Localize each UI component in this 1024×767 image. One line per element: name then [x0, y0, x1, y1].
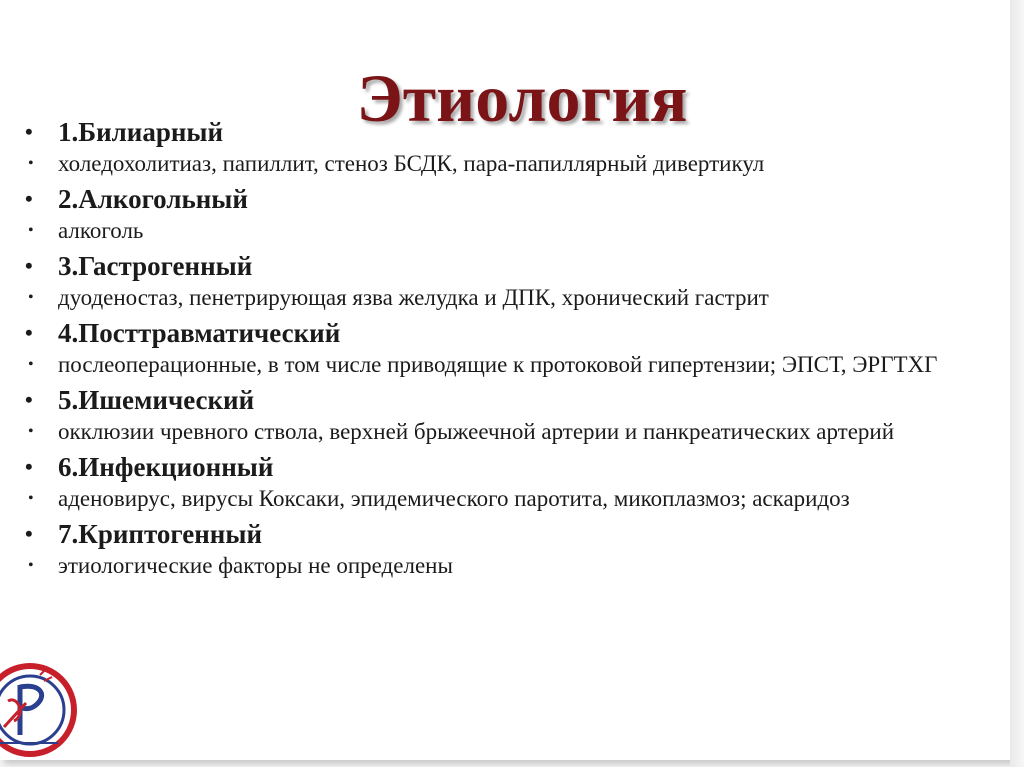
category-heading: [20, 183, 1005, 215]
category-heading-text: 6.Инфекционный: [58, 452, 274, 482]
category-heading: [20, 518, 1005, 550]
category-description: [20, 419, 1005, 445]
bullet-icon: •: [28, 557, 34, 574]
category-heading-text: 7.Криптогенный: [58, 519, 263, 549]
category-heading-text: 5.Ишемический: [58, 385, 255, 415]
bullet-icon: •: [25, 521, 33, 546]
category-heading-text: 1.Билиарный: [58, 117, 224, 147]
category-description: [20, 553, 1005, 579]
category-description-text: этиологические факторы не определены: [58, 553, 453, 578]
category-heading-text: 2.Алкогольный: [58, 184, 248, 214]
bullet-icon: •: [25, 119, 33, 144]
category-description: [20, 486, 1005, 512]
bullet-icon: •: [25, 387, 33, 412]
category-heading: [20, 384, 1005, 416]
category-description: [20, 151, 1005, 177]
bullet-icon: •: [28, 222, 34, 239]
bullet-icon: •: [25, 320, 33, 345]
category-heading: [20, 250, 1005, 282]
category-heading: [20, 317, 1005, 349]
list-item: [20, 250, 1005, 311]
list-item: [20, 317, 1005, 378]
etiology-list: [20, 110, 1005, 579]
category-description-text: дуоденостаз, пенетрирующая язва желудка и ДПК, хронический гастрит: [58, 285, 769, 310]
bullet-icon: •: [28, 289, 34, 306]
category-description-text: аденовирус, вирусы Коксаки, эпидемического паротита, микоплазмоз; аскаридоз: [58, 486, 850, 511]
medical-university-emblem-icon: [0, 655, 100, 765]
bullet-icon: •: [28, 356, 34, 373]
list-item: [20, 183, 1005, 244]
category-description-text: послеоперационные, в том числе приводящие к протоковой гипертензии; ЭПСТ, ЭРГТХГ: [58, 352, 938, 377]
category-heading-text: 4.Посттравматический: [58, 318, 341, 348]
category-description: [20, 352, 1005, 378]
page-edge: [1010, 0, 1024, 767]
list-item: [20, 384, 1005, 445]
bullet-icon: •: [25, 186, 33, 211]
category-description: [20, 285, 1005, 311]
bullet-icon: •: [25, 253, 33, 278]
bullet-icon: •: [28, 155, 34, 172]
category-heading: [20, 116, 1005, 148]
category-description: [20, 218, 1005, 244]
category-description-text: окклюзии чревного ствола, верхней брыжеечной артерии и панкреатических артерий: [58, 419, 895, 444]
slide-title: Этиология: [356, 60, 688, 136]
list-item: [20, 451, 1005, 512]
bullet-icon: •: [25, 454, 33, 479]
bullet-icon: •: [28, 490, 34, 507]
list-item: [20, 518, 1005, 579]
bullet-icon: •: [28, 423, 34, 440]
category-heading: [20, 451, 1005, 483]
category-description-text: алкоголь: [58, 218, 144, 243]
list-item: [20, 116, 1005, 177]
category-heading-text: 3.Гастрогенный: [58, 251, 253, 281]
category-description-text: холедохолитиаз, папиллит, стеноз БСДК, пара-папиллярный дивертикул: [58, 151, 765, 176]
